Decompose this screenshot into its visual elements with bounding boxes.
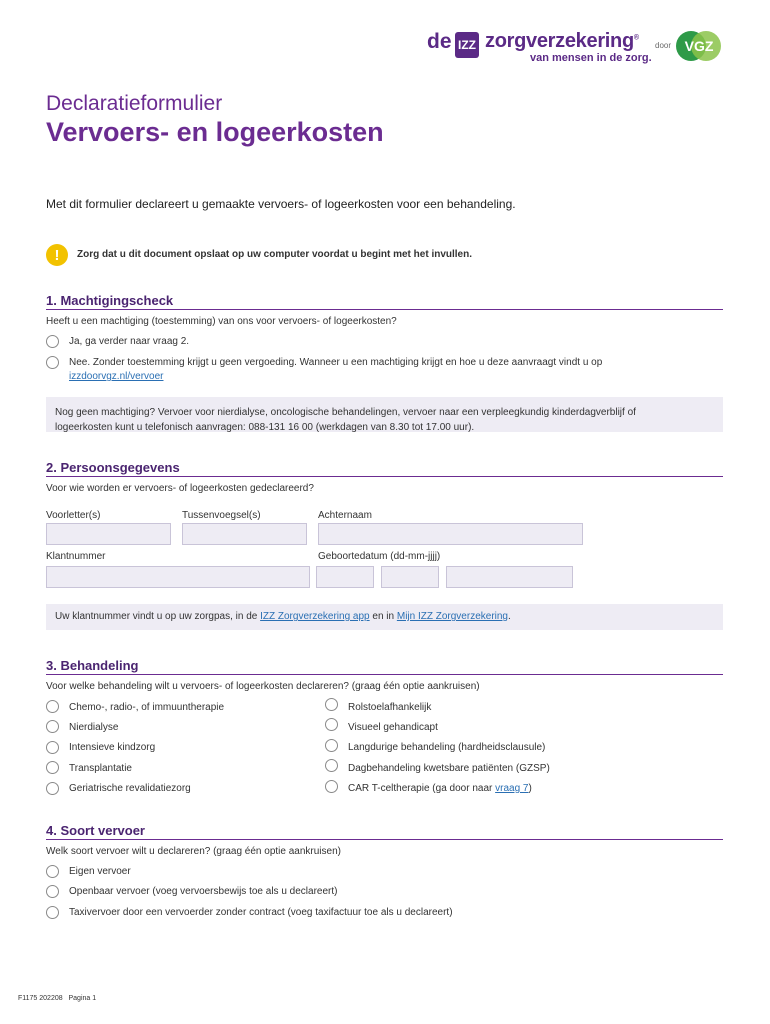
vgz-logo-icon [675, 30, 723, 62]
achternaam-label: Achternaam [318, 510, 372, 521]
mijn-izz-link[interactable]: Mijn IZZ Zorgverzekering [396, 611, 508, 622]
klantnummer-info-box [46, 604, 723, 630]
radio-behandeling[interactable] [325, 718, 338, 731]
section-4-question: Welk soort vervoer wilt u declareren? (graag één optie aankruisen) [46, 846, 341, 857]
logo-door: door [655, 41, 672, 50]
option-behandeling: Chemo-, radio-, of immuuntherapie [69, 702, 225, 713]
logo-name [485, 30, 639, 53]
geboortedatum-maand-field[interactable] [381, 566, 439, 588]
section-2-question: Voor wie worden er vervoers- of logeerkosten gedeclareerd? [46, 483, 314, 494]
achternaam-field[interactable] [318, 523, 583, 545]
section-4-divider [46, 839, 723, 840]
section-1-title: 1. Machtigingscheck [46, 293, 174, 308]
vervoer-link[interactable]: izzdoorvgz.nl/vervoer [69, 371, 164, 382]
warning-icon: ! [46, 244, 68, 266]
geboortedatum-dag-field[interactable] [316, 566, 374, 588]
section-4-title: 4. Soort vervoer [46, 823, 145, 838]
radio-behandeling[interactable] [325, 780, 338, 793]
radio-behandeling[interactable] [46, 782, 59, 795]
radio-behandeling[interactable] [46, 700, 59, 713]
intro-text: Met dit formulier declareert u gemaakte vervoers- of logeerkosten voor een behandeling. [46, 197, 516, 211]
page-number: Pagina 1 [68, 995, 97, 1002]
logo-de-text: de [427, 30, 452, 53]
izz-app-link[interactable]: IZZ Zorgverzekering app [260, 611, 370, 622]
logo-name-text: zorgverzekering [485, 30, 634, 52]
klantnummer-info-mid: en in [369, 611, 397, 622]
radio-behandeling[interactable] [325, 739, 338, 752]
car-t-suffix: ) [528, 783, 532, 794]
radio-vervoer[interactable] [46, 906, 59, 919]
section-2-divider [46, 476, 723, 477]
machtiging-info-box [46, 397, 723, 432]
option-behandeling: Transplantatie [69, 763, 132, 774]
option-vervoer: Openbaar vervoer (voeg vervoersbewijs toe als u declareert) [69, 886, 338, 897]
izz-logo-box: IZZ [455, 32, 479, 58]
option-vervoer: Taxivervoer door een vervoerder zonder contract (voeg taxifactuur toe als u declareert) [69, 907, 453, 918]
radio-behandeling[interactable] [325, 759, 338, 772]
option-behandeling: Dagbehandeling kwetsbare patiënten (GZSP) [348, 763, 550, 774]
geboortedatum-label: Geboortedatum (dd-mm-jjjj) [318, 551, 441, 562]
voorletters-label: Voorletter(s) [46, 510, 101, 521]
radio-behandeling[interactable] [46, 761, 59, 774]
radio-behandeling[interactable] [325, 698, 338, 711]
section-3-divider [46, 674, 723, 675]
vgz-logo-text: VGZ [684, 38, 714, 54]
option-behandeling: Nierdialyse [69, 722, 119, 733]
logo-tagline: van mensen in de zorg. [530, 52, 652, 64]
tussenvoegsels-label: Tussenvoegsel(s) [182, 510, 261, 521]
option-machtiging-ja: Ja, ga verder naar vraag 2. [69, 336, 190, 347]
radio-behandeling[interactable] [46, 741, 59, 754]
car-t-text: CAR T-celtherapie (ga door naar [348, 783, 496, 794]
option-vervoer: Eigen vervoer [69, 866, 131, 877]
radio-machtiging-nee[interactable] [46, 356, 59, 369]
option-car-t [348, 783, 532, 794]
klantnummer-field[interactable] [46, 566, 310, 588]
section-2-title: 2. Persoonsgegevens [46, 460, 180, 475]
logo-registered: ® [633, 34, 639, 42]
option-behandeling: Rolstoelafhankelijk [348, 702, 432, 713]
radio-vervoer[interactable] [46, 865, 59, 878]
radio-behandeling[interactable] [46, 720, 59, 733]
warning-text: Zorg dat u dit document opslaat op uw computer voordat u begint met het invullen. [77, 249, 473, 260]
klantnummer-label: Klantnummer [46, 551, 106, 562]
voorletters-field[interactable] [46, 523, 171, 545]
radio-vervoer[interactable] [46, 885, 59, 898]
radio-machtiging-ja[interactable] [46, 335, 59, 348]
machtiging-info-line1: Nog geen machtiging? Vervoer voor nierdialyse, oncologische behandelingen, vervoer naar een verpleegkundig kinderdagverblijf of [55, 407, 636, 418]
geboortedatum-jaar-field[interactable] [446, 566, 573, 588]
option-behandeling: Visueel gehandicapt [348, 722, 438, 733]
option-behandeling: Intensieve kindzorg [69, 742, 156, 753]
section-3-question: Voor welke behandeling wilt u vervoers- of logeerkosten declareren? (graag één optie aankruisen) [46, 681, 480, 692]
tussenvoegsels-field[interactable] [182, 523, 307, 545]
option-machtiging-nee: Nee. Zonder toestemming krijgt u geen vergoeding. Wanneer u een machtiging krijgt en hoe u deze aanvraagt vindt u op [69, 357, 603, 368]
vraag-7-link[interactable]: vraag 7 [495, 783, 529, 794]
option-behandeling: Geriatrische revalidatiezorg [69, 783, 191, 794]
machtiging-info-line2: logeerkosten kunt u telefonisch aanvragen: 088-131 16 00 (werkdagen van 8.30 tot 17.00 uur). [55, 422, 475, 433]
page-footer [18, 995, 96, 1002]
page-title: Vervoers- en logeerkosten [46, 117, 384, 147]
section-3-title: 3. Behandeling [46, 658, 139, 673]
section-1-divider [46, 309, 723, 310]
klantnummer-info-prefix: Uw klantnummer vindt u op uw zorgpas, in de [55, 611, 261, 622]
form-type-title: Declaratieformulier [46, 92, 223, 115]
option-behandeling: Langdurige behandeling (hardheidsclausule) [348, 742, 546, 753]
section-1-question: Heeft u een machtiging (toestemming) van ons voor vervoers- of logeerkosten? [46, 316, 397, 327]
klantnummer-info-suffix: . [508, 611, 511, 622]
form-code: F1175 202208 [18, 995, 63, 1002]
